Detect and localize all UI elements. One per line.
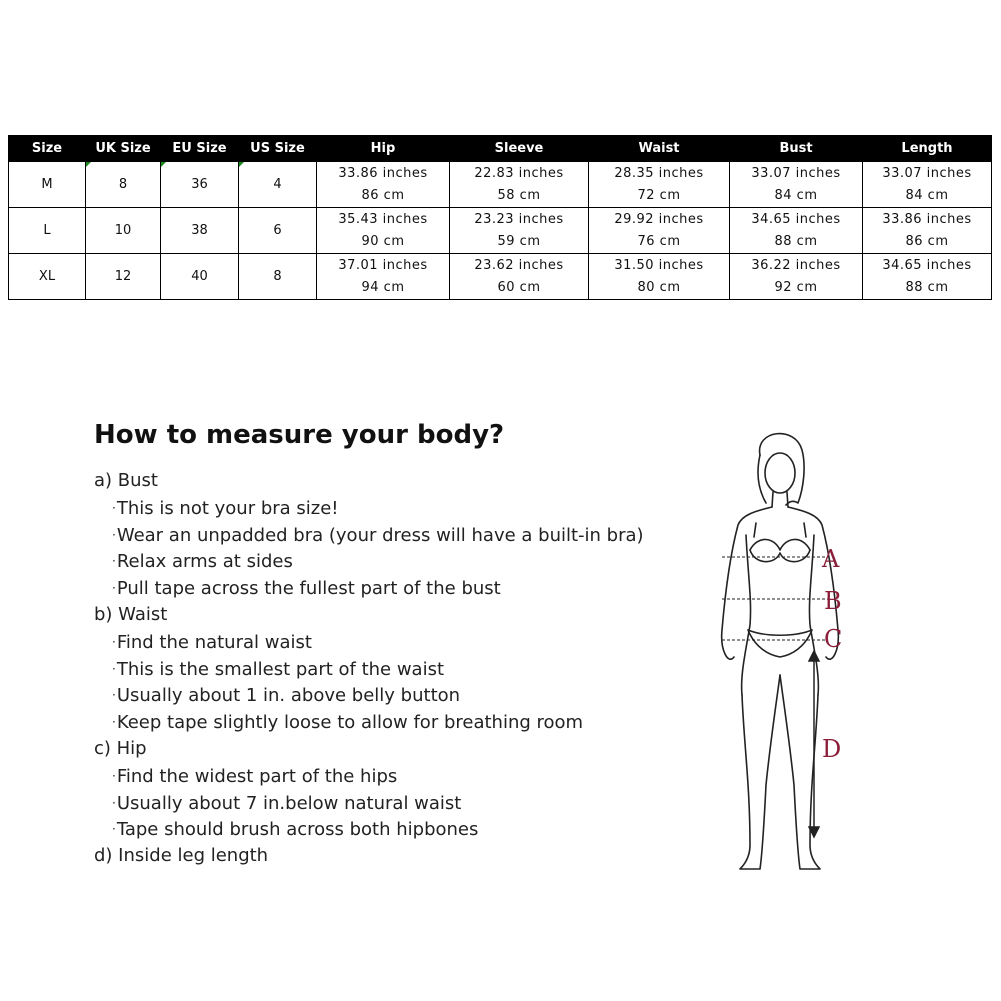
table-row	[9, 162, 992, 208]
section-heading-bust: a) Bust	[94, 470, 158, 491]
measure-label-c: C	[824, 625, 843, 653]
eu-size-cell: 38	[161, 208, 239, 254]
table-header-row	[9, 135, 992, 162]
instruction-item: ·Usually about 7 in.below natural waist	[112, 792, 462, 814]
waist-cell: 28.35 inches 72 cm	[589, 162, 730, 208]
body-measurement-figure	[700, 425, 860, 880]
green-marker-icon	[161, 162, 166, 167]
column-header: US Size	[239, 135, 317, 162]
instruction-item: ·Find the widest part of the hips	[112, 765, 398, 787]
instruction-item: ·Find the natural waist	[112, 631, 312, 653]
column-header: Sleeve	[450, 135, 589, 162]
eu-size-cell: 36	[161, 162, 239, 208]
measure-title: How to measure your body?	[94, 420, 505, 450]
size-cell: M	[9, 162, 86, 208]
size-cell: XL	[9, 254, 86, 300]
waist-cell: 31.50 inches 80 cm	[589, 254, 730, 300]
section-heading-waist: b) Waist	[94, 603, 168, 625]
measure-label-a: A	[822, 545, 840, 573]
uk-size-cell: 8	[86, 162, 161, 208]
sleeve-cell: 23.23 inches 59 cm	[450, 208, 589, 254]
column-header: Bust	[730, 135, 863, 162]
length-cell: 33.86 inches 86 cm	[863, 208, 992, 254]
length-cell: 34.65 inches 88 cm	[863, 254, 992, 300]
uk-size-cell: 12	[86, 254, 161, 300]
column-header: Length	[863, 135, 992, 162]
us-size-cell: 4	[239, 162, 317, 208]
instruction-item: ·Pull tape across the fullest part of the bust	[112, 578, 501, 600]
us-size-cell: 6	[239, 208, 317, 254]
section-heading-inside-leg: d) Inside leg length	[94, 845, 269, 867]
hip-cell: 37.01 inches 94 cm	[317, 254, 450, 300]
table-row	[9, 208, 992, 254]
sleeve-cell: 22.83 inches 58 cm	[450, 162, 589, 208]
uk-size-cell: 10	[86, 208, 161, 254]
column-header: Waist	[589, 135, 730, 162]
measure-label-b: B	[824, 587, 842, 615]
waist-cell: 29.92 inches 76 cm	[589, 208, 730, 254]
measure-label-d: D	[822, 735, 842, 763]
length-cell: 33.07 inches 84 cm	[863, 162, 992, 208]
column-header: UK Size	[86, 135, 161, 162]
instruction-item: ·This is the smallest part of the waist	[112, 658, 445, 680]
us-size-cell: 8	[239, 254, 317, 300]
instruction-item: ·This is not your bra size!	[112, 497, 339, 519]
section-heading-hip: c) Hip	[94, 737, 147, 759]
sleeve-cell: 23.62 inches 60 cm	[450, 254, 589, 300]
eu-size-cell: 40	[161, 254, 239, 300]
instruction-item: ·Tape should brush across both hipbones	[112, 819, 479, 841]
instruction-item: ·Wear an unpadded bra (your dress will have a built-in bra)	[112, 524, 644, 546]
bust-cell: 34.65 inches 88 cm	[730, 208, 863, 254]
column-header: Size	[9, 135, 86, 162]
instruction-item: ·Usually about 1 in. above belly button	[112, 685, 461, 707]
table-row	[9, 254, 992, 300]
instruction-item: ·Keep tape slightly loose to allow for breathing room	[112, 712, 584, 734]
hip-cell: 33.86 inches 86 cm	[317, 162, 450, 208]
size-cell: L	[9, 208, 86, 254]
hip-cell: 35.43 inches 90 cm	[317, 208, 450, 254]
measure-instructions	[94, 468, 644, 870]
bust-cell: 36.22 inches 92 cm	[730, 254, 863, 300]
column-header: EU Size	[161, 135, 239, 162]
size-chart-table	[8, 135, 992, 300]
instruction-item: ·Relax arms at sides	[112, 551, 293, 573]
green-marker-icon	[86, 162, 91, 167]
column-header: Hip	[317, 135, 450, 162]
bust-cell: 33.07 inches 84 cm	[730, 162, 863, 208]
green-marker-icon	[239, 162, 244, 167]
